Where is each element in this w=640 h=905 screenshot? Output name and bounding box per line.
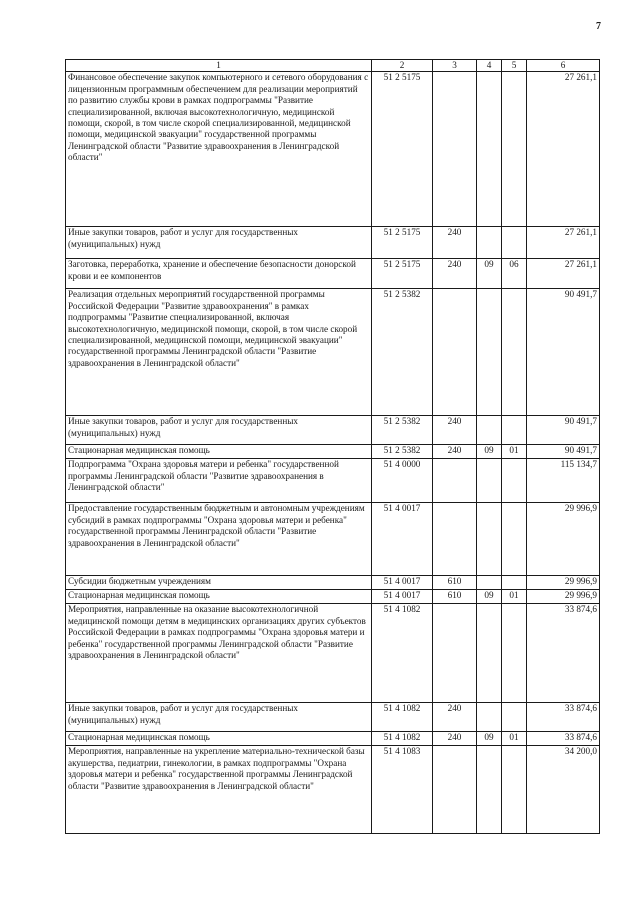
target-code: 51 2 5382	[372, 289, 433, 416]
expense-type	[433, 746, 477, 834]
item-name: Иные закупки товаров, работ и услуг для государственных (муниципальных) нужд	[66, 227, 372, 259]
table-row	[66, 259, 600, 289]
section: 09	[477, 732, 502, 746]
table-row	[66, 590, 600, 604]
item-name: Заготовка, переработка, хранение и обеспечение безопасности донорской крови и ее компонентов	[66, 259, 372, 289]
expense-type: 240	[433, 732, 477, 746]
amount: 27 261,1	[527, 72, 600, 227]
target-code: 51 2 5382	[372, 445, 433, 459]
subsection	[502, 459, 527, 503]
amount: 27 261,1	[527, 227, 600, 259]
column-header: 5	[502, 60, 527, 72]
item-name: Реализация отдельных мероприятий государственной программы Российской Федерации "Развитие здравоохранения" в рамках подпрограммы "Развитие специализированной, включая высокотехнологичную, медицинской помощи, скорой, в том числе скорой специализированной, медицинской помощи, медицинской эвакуации" государственной программы Ленинградской области "Развитие здравоохранения в Ленинградской области"	[66, 289, 372, 416]
item-name: Мероприятия, направленные на оказание высокотехнологичной медицинской помощи детям в медицинских организациях других субъектов Российской Федерации в рамках подпрограммы "Охрана здоровья матери и ребенка" государственной программы Ленинградской области "Развитие здравоохранения в Ленинградской области"	[66, 604, 372, 703]
amount: 90 491,7	[527, 289, 600, 416]
subsection: 06	[502, 259, 527, 289]
table-row	[66, 72, 600, 227]
target-code: 51 4 1083	[372, 746, 433, 834]
amount: 27 261,1	[527, 259, 600, 289]
item-name: Мероприятия, направленные на укрепление материально-технической базы акушерства, педиатрии, гинекологии, в рамках подпрограммы "Охрана здоровья матери и ребенка" государственной программы Ленинградской области "Развитие здравоохранения в Ленинградской области"	[66, 746, 372, 834]
table-row	[66, 416, 600, 445]
amount: 90 491,7	[527, 416, 600, 445]
section	[477, 703, 502, 732]
target-code: 51 2 5175	[372, 72, 433, 227]
section	[477, 227, 502, 259]
table-row	[66, 576, 600, 590]
column-header: 3	[433, 60, 477, 72]
target-code: 51 4 0017	[372, 576, 433, 590]
expense-type: 240	[433, 416, 477, 445]
budget-table	[65, 59, 600, 834]
subsection	[502, 503, 527, 576]
table-row	[66, 746, 600, 834]
target-code: 51 4 1082	[372, 732, 433, 746]
expense-type: 240	[433, 259, 477, 289]
expense-type	[433, 289, 477, 416]
target-code: 51 4 0017	[372, 590, 433, 604]
subsection: 01	[502, 732, 527, 746]
amount: 29 996,9	[527, 503, 600, 576]
amount: 33 874,6	[527, 703, 600, 732]
target-code: 51 4 1082	[372, 604, 433, 703]
target-code: 51 2 5175	[372, 227, 433, 259]
item-name: Стационарная медицинская помощь	[66, 445, 372, 459]
table-row	[66, 227, 600, 259]
subsection: 01	[502, 590, 527, 604]
table-row	[66, 703, 600, 732]
item-name: Финансовое обеспечение закупок компьютерного и сетевого оборудования с лицензионным программным обеспечением для реализации мероприятий по развитию службы крови в рамках подпрограммы "Развитие специализированной, включая высокотехнологичную, медицинской помощи, скорой, в том числе скорой специализированной, медицинской помощи, медицинской эвакуации" государственной программы Ленинградской области "Развитие здравоохранения в Ленинградской области"	[66, 72, 372, 227]
section	[477, 72, 502, 227]
section: 09	[477, 259, 502, 289]
target-code: 51 4 0017	[372, 503, 433, 576]
item-name: Субсидии бюджетным учреждениям	[66, 576, 372, 590]
table-row	[66, 289, 600, 416]
section	[477, 604, 502, 703]
column-header: 1	[66, 60, 372, 72]
target-code: 51 4 1082	[372, 703, 433, 732]
table-row	[66, 459, 600, 503]
table-row	[66, 445, 600, 459]
section	[477, 459, 502, 503]
subsection	[502, 227, 527, 259]
table-header-row	[66, 60, 600, 72]
expense-type: 240	[433, 227, 477, 259]
subsection	[502, 289, 527, 416]
expense-type	[433, 72, 477, 227]
subsection	[502, 746, 527, 834]
amount: 33 874,6	[527, 732, 600, 746]
amount: 33 874,6	[527, 604, 600, 703]
column-header: 2	[372, 60, 433, 72]
table-row	[66, 503, 600, 576]
item-name: Иные закупки товаров, работ и услуг для государственных (муниципальных) нужд	[66, 416, 372, 445]
column-header: 4	[477, 60, 502, 72]
amount: 34 200,0	[527, 746, 600, 834]
section	[477, 289, 502, 416]
item-name: Стационарная медицинская помощь	[66, 732, 372, 746]
subsection	[502, 576, 527, 590]
table-row	[66, 732, 600, 746]
amount: 29 996,9	[527, 590, 600, 604]
subsection	[502, 604, 527, 703]
subsection: 01	[502, 445, 527, 459]
item-name: Стационарная медицинская помощь	[66, 590, 372, 604]
section: 09	[477, 590, 502, 604]
page-number: 7	[596, 21, 601, 32]
amount: 90 491,7	[527, 445, 600, 459]
expense-type	[433, 604, 477, 703]
item-name: Подпрограмма "Охрана здоровья матери и ребенка" государственной программы Ленинградской области "Развитие здравоохранения в Ленинградской области"	[66, 459, 372, 503]
section	[477, 746, 502, 834]
expense-type	[433, 459, 477, 503]
target-code: 51 4 0000	[372, 459, 433, 503]
section	[477, 416, 502, 445]
section	[477, 503, 502, 576]
expense-type: 240	[433, 703, 477, 732]
item-name: Иные закупки товаров, работ и услуг для государственных (муниципальных) нужд	[66, 703, 372, 732]
amount: 115 134,7	[527, 459, 600, 503]
item-name: Предоставление государственным бюджетным и автономным учреждениям субсидий в рамках подпрограммы "Охрана здоровья матери и ребенка" государственной программы Ленинградской области "Развитие здравоохранения в Ленинградской области"	[66, 503, 372, 576]
section: 09	[477, 445, 502, 459]
target-code: 51 2 5175	[372, 259, 433, 289]
expense-type: 610	[433, 590, 477, 604]
subsection	[502, 703, 527, 732]
amount: 29 996,9	[527, 576, 600, 590]
column-header: 6	[527, 60, 600, 72]
expense-type	[433, 503, 477, 576]
subsection	[502, 416, 527, 445]
expense-type: 240	[433, 445, 477, 459]
table-row	[66, 604, 600, 703]
section	[477, 576, 502, 590]
expense-type: 610	[433, 576, 477, 590]
target-code: 51 2 5382	[372, 416, 433, 445]
subsection	[502, 72, 527, 227]
